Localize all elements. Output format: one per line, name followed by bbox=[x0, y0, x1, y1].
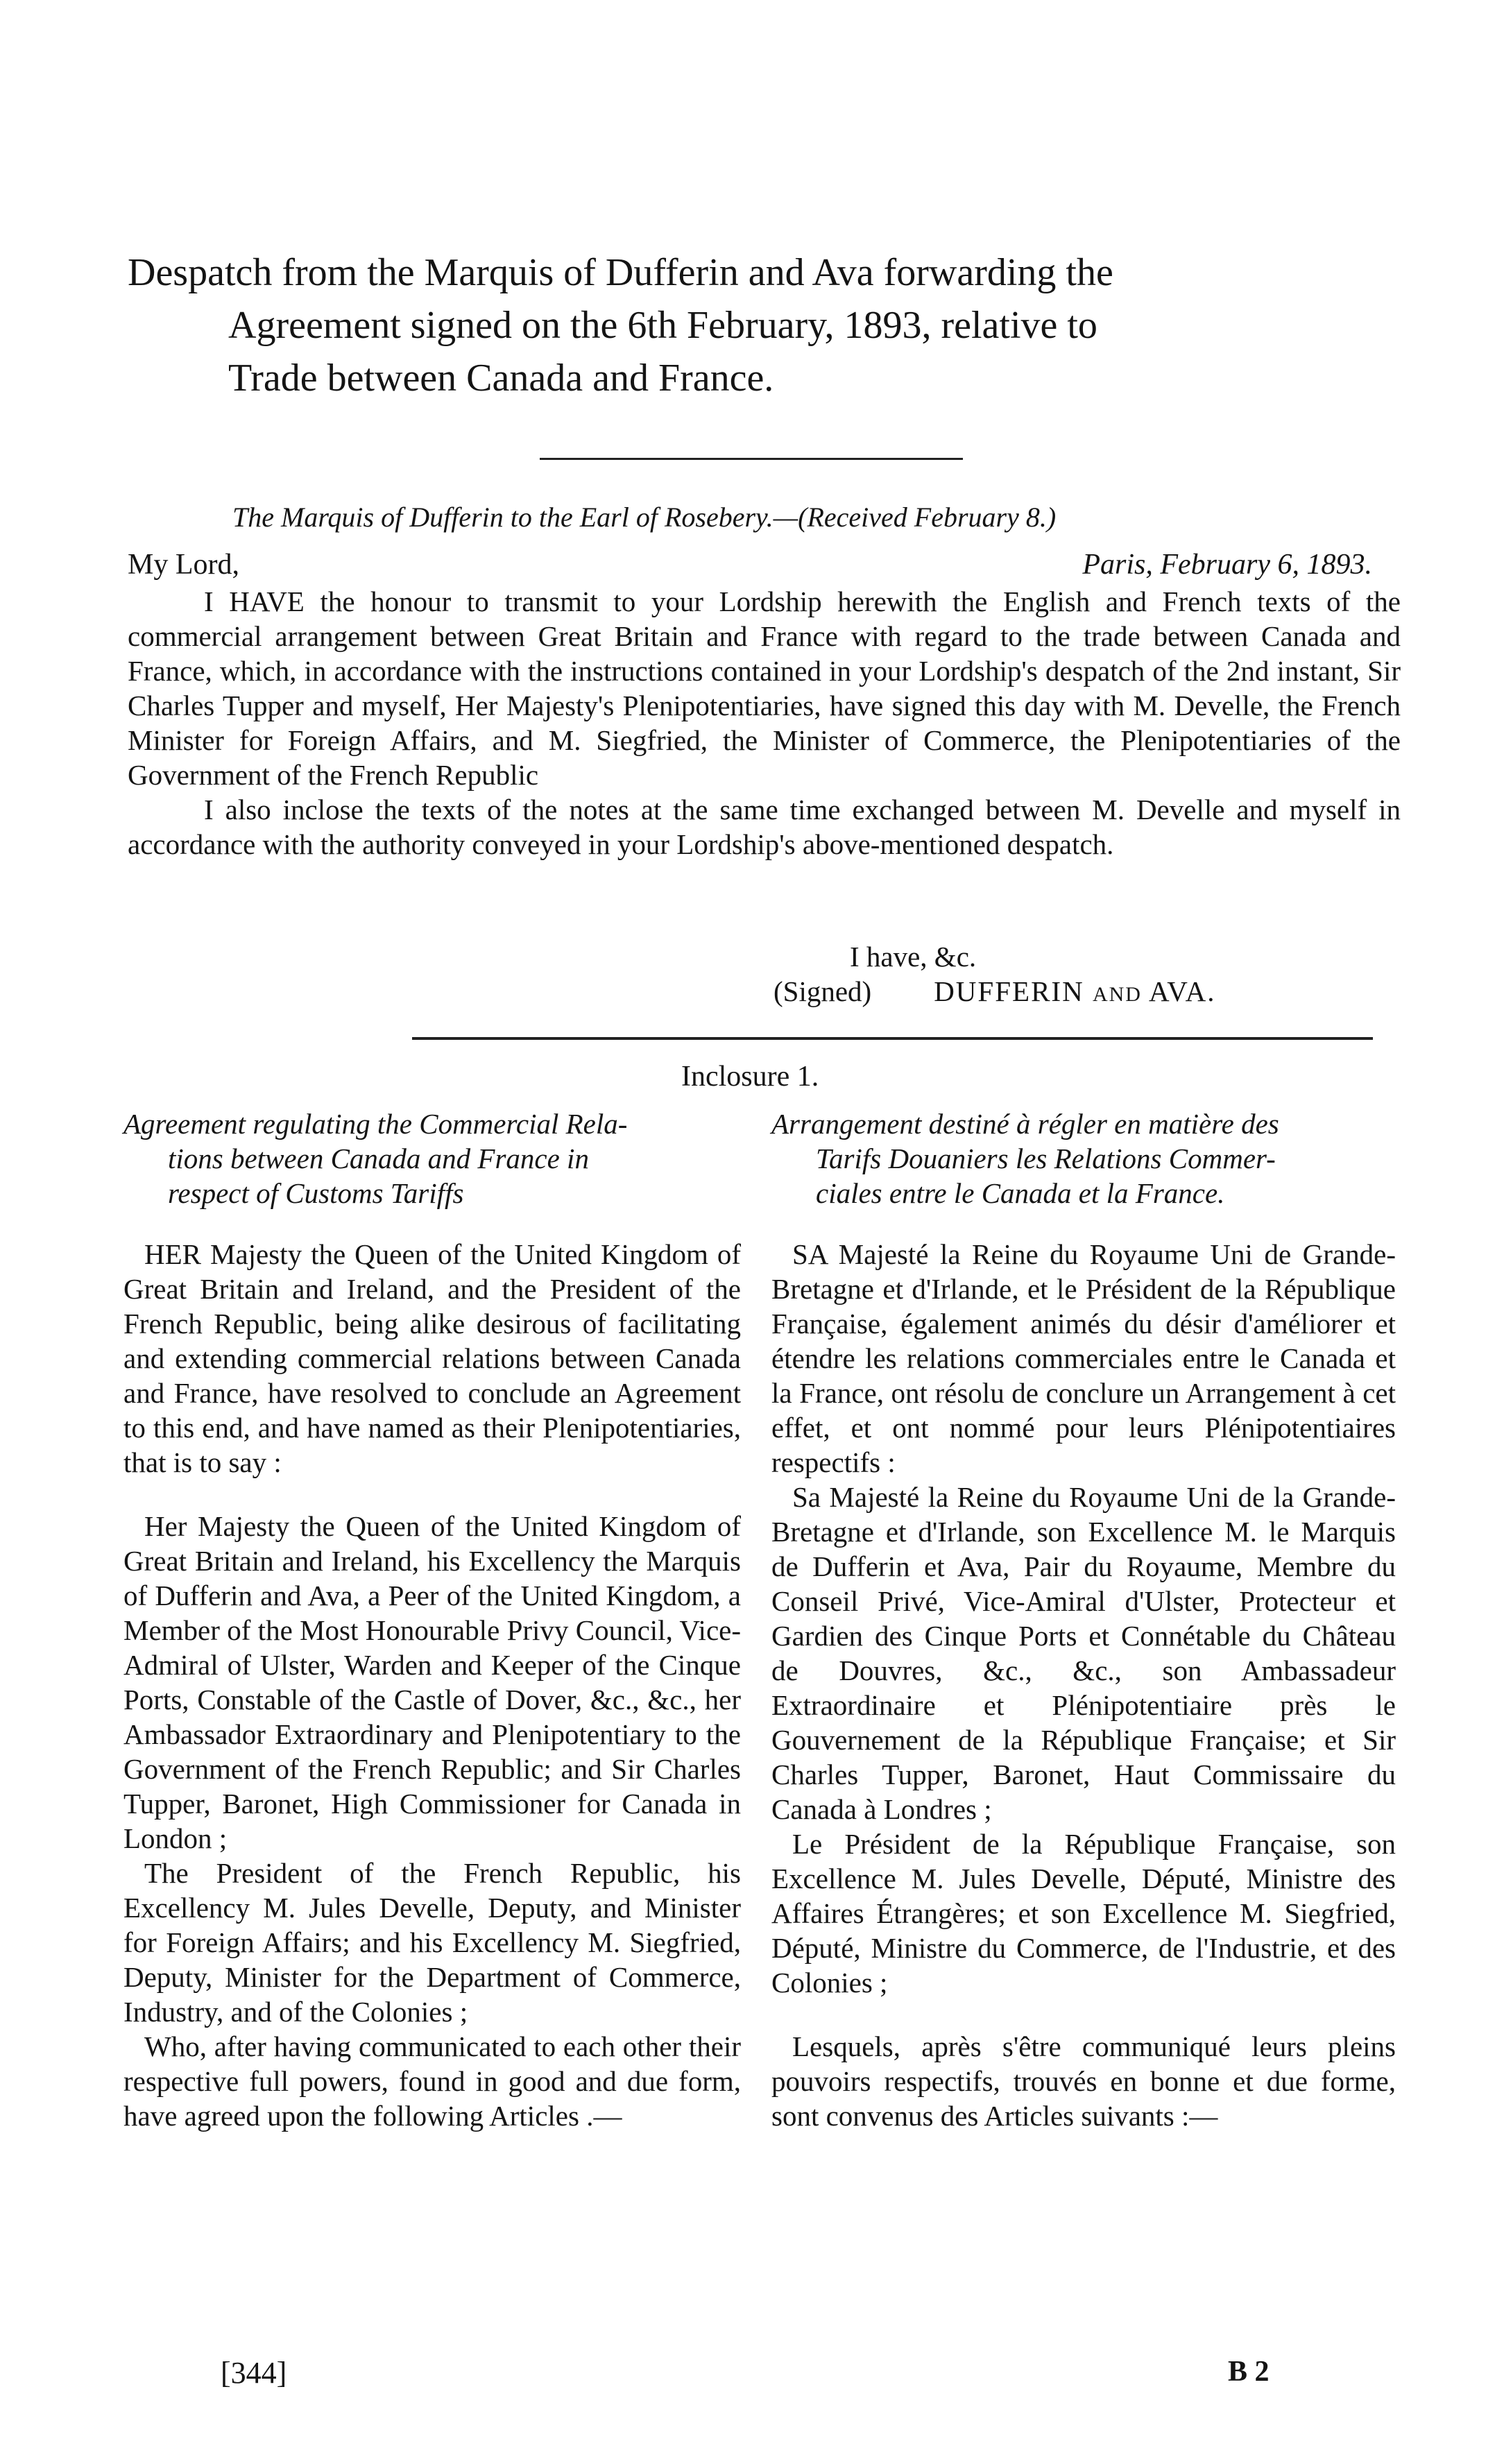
letter-salutation: My Lord, bbox=[128, 549, 239, 581]
french-heading-line-2: Tarifs Douaniers les Relations Commer- bbox=[816, 1143, 1276, 1174]
section-divider-thick bbox=[412, 1037, 1373, 1040]
french-heading bbox=[771, 1106, 1396, 1210]
inclosure-label: Inclosure 1. bbox=[681, 1061, 819, 1093]
english-heading-line-1: Agreement regulating the Commercial Rela- bbox=[123, 1108, 628, 1140]
signature-and: AND bbox=[1092, 983, 1142, 1006]
title-line-2: Agreement signed on the 6th February, 1893, relative to bbox=[228, 304, 1097, 347]
letter-signature-block bbox=[774, 975, 1215, 1008]
english-paragraph-2: Her Majesty the Queen of the United Kingdom of Great Britain and Ireland, his Excellency the Marquis of Dufferin and Ava, a Peer of the United Kingdom, a Member of the Most Honourable Privy Council, Vice-Admiral of Ulster, Warden and Keeper of the Cinque Ports, Constable of the Castle of Dover, &c., &c., her Ambassador Extraordinary and Plenipotentiary to the Government of the French Republic; and Sir Charles Tupper, Baronet, High Commissioner for Canada in London ; bbox=[123, 1510, 741, 1854]
french-paragraph-2: Sa Majesté la Reine du Royaume Uni de la Grande-Bretagne et d'Irlande, son Excellence M. le Marquis de Dufferin et Ava, Pair du Royaume, Membre du Conseil Privé, Vice-Amiral d'Ulster, Protecteur et Gardien des Cinque Ports et Connétable du Château de Douvres, &c., &c., son Ambassadeur Extraordinaire et Plénipotentiaire près le Gouvernement de la République Française; et Sir Charles Tupper, Baronet, Haut Commissaire du Canada à Londres ; bbox=[771, 1481, 1396, 1825]
french-paragraph-1: SA Majesté la Reine du Royaume Uni de Grande-Bretagne et d'Irlande, et le Président de la République Française, également animés du désir d'améliorer et étendre les relations commerciales entre le Canada et la France, ont résolu de conclure un Arrangement à cet effet, et ont nommé pour leurs Plénipotentiaires respectifs : bbox=[771, 1238, 1396, 1478]
french-paragraph-3: Le Président de la République Française, son Excellence M. Jules Develle, Député, Ministre des Affaires Étrangères; et son Excellence M. Siegfried, Député, Ministre du Commerce, de l'Industrie, et des Colonies ; bbox=[771, 1828, 1396, 1999]
signed-label: (Signed) bbox=[774, 975, 872, 1007]
french-heading-line-3: ciales entre le Canada et la France. bbox=[816, 1177, 1225, 1209]
french-column bbox=[771, 1106, 1396, 2133]
letter-paragraph-2: I also inclose the texts of the notes at the same time exchanged between M. Develle and myself in accordance with the authority conveyed in your Lordship's above-mentioned despatch. bbox=[128, 794, 1401, 860]
letter-place-date: Paris, February 6, 1893. bbox=[1082, 549, 1372, 581]
letter-paragraph-1: I HAVE the honour to transmit to your Lordship herewith the English and French texts of the commercial arrangement between Great Britain and France with regard to the trade between Canada and France, which, in accordance with the instructions contained in your Lordship's despatch of the 2nd instant, Sir Charles Tupper and myself, Her Majesty's Plenipotentiaries, have signed this day with M. Develle, the French Minister for Foreign Affairs, and M. Siegfried, the Minister of Commerce, the Plenipotentiaries of the Government of the French Republic bbox=[128, 585, 1401, 791]
title-line-1: Despatch from the Marquis of Dufferin and Ava forwarding the bbox=[128, 251, 1113, 294]
letter-address: The Marquis of Dufferin to the Earl of Rosebery.—(Received February 8.) bbox=[232, 502, 1057, 533]
french-heading-line-1: Arrangement destiné à régler en matière des bbox=[771, 1108, 1279, 1140]
title-line-3: Trade between Canada and France. bbox=[228, 357, 774, 400]
english-heading bbox=[123, 1106, 741, 1210]
title-divider bbox=[540, 458, 963, 460]
letter-closing: I have, &c. bbox=[850, 941, 977, 973]
english-paragraph-4: Who, after having communicated to each other their respective full powers, found in good and due form, have agreed upon the following Articles .— bbox=[123, 2030, 741, 2132]
english-column bbox=[123, 1106, 741, 2133]
document-title bbox=[128, 246, 1397, 404]
english-heading-line-2: tions between Canada and France in bbox=[168, 1143, 589, 1174]
english-heading-line-3: respect of Customs Tariffs bbox=[168, 1177, 464, 1209]
signature bbox=[934, 975, 1215, 1007]
signature-name-a: DUFFERIN bbox=[934, 975, 1084, 1007]
signature-mark: B 2 bbox=[1228, 2356, 1270, 2388]
french-paragraph-4: Lesquels, après s'être communiqué leurs pleins pouvoirs respectifs, trouvés en bonne et due forme, sont convenus des Articles suivants :— bbox=[771, 2030, 1396, 2132]
english-paragraph-1: HER Majesty the Queen of the United Kingdom of Great Britain and Ireland, and the President of the French Republic, being alike desirous of facilitating and extending commercial relations between Canada and France, have resolved to conclude an Agreement to this end, and have named as their Plenipotentiaries, that is to say : bbox=[123, 1238, 741, 1478]
page-number: [344] bbox=[221, 2356, 287, 2390]
signature-name-b: AVA. bbox=[1148, 975, 1216, 1007]
letter-body bbox=[128, 584, 1401, 862]
english-paragraph-3: The President of the French Republic, his Excellency M. Jules Develle, Deputy, and Minister for Foreign Affairs; and his Excellency M. Siegfried, Deputy, Minister for the Department of Commerce, Industry, and of the Colonies ; bbox=[123, 1857, 741, 2028]
